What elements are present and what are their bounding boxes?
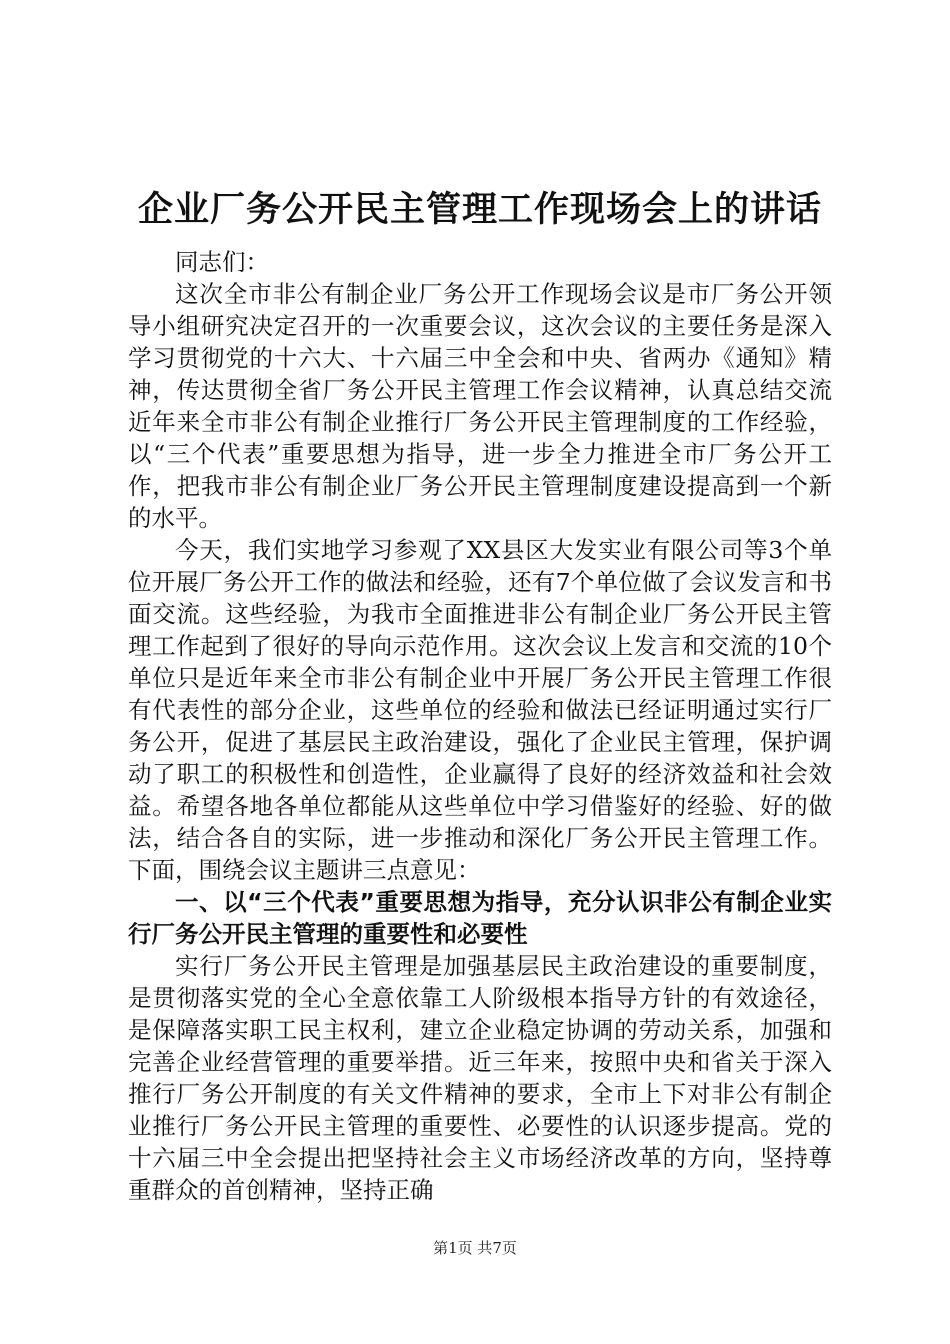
greeting: 同志们：: [175, 248, 269, 276]
paragraph-2: 今天，我们实地学习参观了XX县区大发实业有限公司等3个单位开展厂务公开工作的做法和经验，还有7个单位做了会议发言和书面交流。这些经验，为我市全面推进非公有制企业厂务公开民主管理工作起到了很好的导向示范作用。这次会议上发言和交流的10个单位只是近年来全市非公有制企业中开展厂务公开民主管理工作很有代表性的部分企业，这些单位的经验和做法已经证明通过实行厂务公开，促进了基层民主政治建设，强化了企业民主管理，保护调动了职工的积极性和创造性，企业赢得了良好的经济效益和社会效益。希望各地各单位都能从这些单位中学习借鉴好的经验、好的做法，结合各自的实际，进一步推动和深化厂务公开民主管理工作。下面，围绕会议主题讲三点意见：: [128, 536, 832, 884]
section-heading-1: 一、以“三个代表”重要思想为指导，充分认识非公有制企业实行厂务公开民主管理的重要性和必要性: [128, 888, 832, 948]
document-title: 企业厂务公开民主管理工作现场会上的讲话: [137, 190, 822, 230]
page-number-footer: 第1页 共7页: [433, 1239, 517, 1257]
section-paragraph-1: 实行厂务公开民主管理是加强基层民主政治建设的重要制度，是贯彻落实党的全心全意依靠工人阶级根本指导方针的有效途径，是保障落实职工民主权利，建立企业稳定协调的劳动关系，加强和完善企业经营管理的重要举措。近三年来，按照中央和省关于深入推行厂务公开制度的有关文件精神的要求，全市上下对非公有制企业推行厂务公开民主管理的重要性、必要性的认识逐步提高。党的十六届三中全会提出把坚持社会主义市场经济改革的方向，坚持尊重群众的首创精神，坚持正确: [128, 952, 832, 1204]
paragraph-1: 这次全市非公有制企业厂务公开工作现场会议是市厂务公开领导小组研究决定召开的一次重要会议，这次会议的主要任务是深入学习贯彻党的十六大、十六届三中全会和中央、省两办《通知》精神，传达贯彻全省厂务公开民主管理工作会议精神，认真总结交流近年来全市非公有制企业推行厂务公开民主管理制度的工作经验，以“三个代表”重要思想为指导，进一步全力推进全市厂务公开工作，把我市非公有制企业厂务公开民主管理制度建设提高到一个新的水平。: [128, 280, 832, 532]
document-body: [128, 188, 832, 1206]
